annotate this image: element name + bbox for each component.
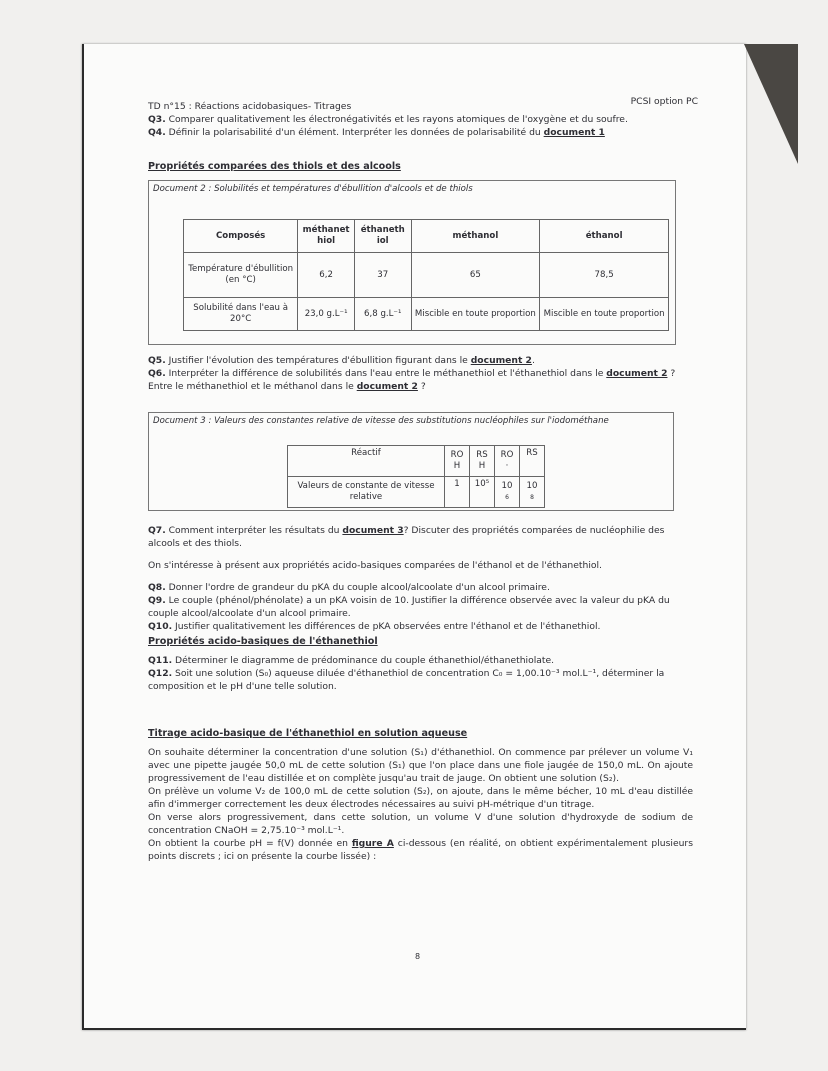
q5-label: Q5. — [148, 355, 166, 366]
question-q5 — [148, 354, 693, 367]
q11-text: Déterminer le diagramme de prédominance du couple éthanethiol/éthanethiolate. — [175, 655, 555, 666]
intro-acido-basique: On s'intéresse à présent aux propriétés acido-basiques comparées de l'éthanol et de l'éthanethiol. — [148, 560, 602, 571]
table-cell — [520, 477, 545, 508]
table-cell: méthanol — [411, 220, 540, 253]
document-2-title: Document 2 : Solubilités et températures d'ébullition d'alcools et de thiols — [153, 184, 473, 194]
question-q6 — [148, 367, 693, 393]
question-q4 — [148, 126, 698, 139]
q5-text: Justifier l'évolution des températures d'ébullition figurant dans le — [168, 355, 471, 366]
question-q10 — [148, 620, 693, 633]
q8-label: Q8. — [148, 582, 166, 593]
q3-text: Comparer qualitativement les électronégativités et les rayons atomiques de l'oxygène et du soufre. — [168, 114, 628, 125]
exponent-text: 8 — [530, 494, 534, 501]
table-cell: Valeurs de constante de vitesse relative — [288, 477, 445, 508]
q8-text: Donner l'ordre de grandeur du pKA du couple alcool/alcoolate d'un alcool primaire. — [168, 582, 550, 593]
titrage-section — [148, 727, 693, 863]
table-row — [288, 477, 545, 508]
table-cell: éthaneth iol — [354, 220, 411, 253]
question-q12 — [148, 667, 693, 693]
table-cell: 23,0 g.L⁻¹ — [298, 298, 355, 331]
figure-a-ref[interactable]: figure A — [351, 838, 394, 849]
header-left: TD n°15 : Réactions acidobasiques- Titrages — [148, 101, 352, 112]
q7-text: Comment interpréter les résultats du — [168, 525, 343, 536]
table-cell: 10⁵ — [470, 477, 495, 508]
document-2-box — [148, 180, 676, 345]
question-q9 — [148, 594, 693, 620]
question-q11 — [148, 654, 693, 667]
table-cell: Réactif — [288, 446, 445, 477]
paragraph-1: On souhaite déterminer la concentration d'une solution (S₁) d'éthanethiol. On commence par prélever un volume V₁ avec une pipette jaugée 50,0 mL de cette solution (S₁) que l'on place dans une fiole jaugée de 150,0 mL. On ajoute progressivement de l'eau distillée et on complète jusqu'au trait de jauge. On obtient une solution (S₂). — [148, 747, 693, 784]
q10-text: Justifier qualitativement les différences de pKA observées entre l'éthanol et de l'éthanethiol. — [175, 621, 601, 632]
q6-ref[interactable]: document 2 — [606, 368, 668, 379]
header-right: PCSI option PC — [630, 96, 698, 107]
exponent-text: 6 — [505, 494, 509, 501]
q9-label: Q9. — [148, 595, 166, 606]
table-cell: Miscible en toute proportion — [540, 298, 669, 331]
q6-mid: ? Entre le méthanethiol et le méthanol dans le — [148, 368, 676, 392]
q7-ref[interactable]: document 3 — [342, 525, 404, 536]
table-cell: RS — [520, 446, 545, 477]
table-cell: RO · — [495, 446, 520, 477]
table-cell: 6,8 g.L⁻¹ — [354, 298, 411, 331]
folded-corner — [690, 44, 798, 164]
document-2-table — [183, 219, 669, 331]
q10-label: Q10. — [148, 621, 173, 632]
table-cell: Température d'ébullition (en °C) — [184, 253, 298, 298]
section-thiols-alcools: Propriétés comparées des thiols et des alcools — [148, 161, 401, 172]
table-row — [288, 446, 545, 477]
table-cell: 78,5 — [540, 253, 669, 298]
table-cell: 1 — [445, 477, 470, 508]
questions-q5-q6 — [148, 354, 693, 393]
table-cell: 6,2 — [298, 253, 355, 298]
q9-text: Le couple (phénol/phénolate) a un pKA voisin de 10. Justifier la différence observée avec la valeur du pKA du couple alcool/alcoolate d'un alcool primaire. — [148, 595, 670, 619]
q4-label: Q4. — [148, 127, 166, 138]
table-cell: méthanet hiol — [298, 220, 355, 253]
paragraph-4-start: On obtient la courbe pH = f(V) donnée en — [148, 838, 352, 849]
table-cell: Composés — [184, 220, 298, 253]
table-cell — [495, 477, 520, 508]
document-3-table — [287, 445, 545, 508]
q6-text: Interpréter la différence de solubilités dans l'eau entre le méthanethiol et l'éthanethiol dans le — [168, 368, 607, 379]
q6-ref2[interactable]: document 2 — [356, 381, 418, 392]
question-q7 — [148, 524, 693, 550]
header-block — [148, 100, 698, 139]
table-cell: RO H — [445, 446, 470, 477]
q12-label: Q12. — [148, 668, 173, 679]
document-3-title: Document 3 : Valeurs des constantes relative de vitesse des substitutions nucléophiles sur l'iodométhane — [153, 416, 609, 426]
table-row — [184, 253, 669, 298]
paragraph-4-end: ci-dessous (en réalité, on obtient expérimentalement plusieurs points discrets ; ici on présente la courbe lissée) : — [148, 838, 693, 862]
q11-label: Q11. — [148, 655, 173, 666]
table-cell: 37 — [354, 253, 411, 298]
question-q3 — [148, 113, 698, 126]
q7-label: Q7. — [148, 525, 166, 536]
table-row — [184, 220, 669, 253]
page-number: 8 — [415, 952, 421, 961]
q4-ref[interactable]: document 1 — [543, 127, 605, 138]
q12-text: Soit une solution (S₀) aqueuse diluée d'éthanethiol de concentration C₀ = 1,00.10⁻³ mol.L⁻¹, déterminer la composition et le pH d'une telle solution. — [148, 668, 665, 692]
section-titrage: Titrage acido-basique de l'éthanethiol en solution aqueuse — [148, 728, 468, 739]
value-text: 10 — [501, 481, 513, 491]
q5-ref[interactable]: document 2 — [470, 355, 532, 366]
q4-text: Définir la polarisabilité d'un élément. Interpréter les données de polarisabilité du — [168, 127, 544, 138]
q5-end: . — [531, 355, 535, 366]
table-cell: Solubilité dans l'eau à 20°C — [184, 298, 298, 331]
table-cell: RS H — [470, 446, 495, 477]
questions-q7-q12 — [148, 524, 693, 693]
q3-label: Q3. — [148, 114, 166, 125]
value-text: 10 — [526, 481, 538, 491]
document-3-box — [148, 412, 674, 511]
table-row — [184, 298, 669, 331]
table-cell: éthanol — [540, 220, 669, 253]
q7-end: ? Discuter des propriétés comparées de nucléophilie des alcools et des thiols. — [148, 525, 665, 549]
paragraph-4 — [148, 837, 693, 863]
q6-label: Q6. — [148, 368, 166, 379]
paragraph-2: On prélève un volume V₂ de 100,0 mL de cette solution (S₂), on ajoute, dans le même bécher, 10 mL d'eau distillée afin d'immerger correctement les deux électrodes nécessaires au suivi pH-métrique d'un titrage. — [148, 786, 693, 810]
q6-end: ? — [417, 381, 426, 392]
table-cell: 65 — [411, 253, 540, 298]
question-q8 — [148, 581, 693, 594]
table-cell: Miscible en toute proportion — [411, 298, 540, 331]
section-ethanethiol: Propriétés acido-basiques de l'éthanethiol — [148, 636, 378, 647]
paragraph-3: On verse alors progressivement, dans cette solution, un volume V d'une solution d'hydroxyde de sodium de concentration CNaOH = 2,75.10⁻³ mol.L⁻¹. — [148, 812, 693, 836]
